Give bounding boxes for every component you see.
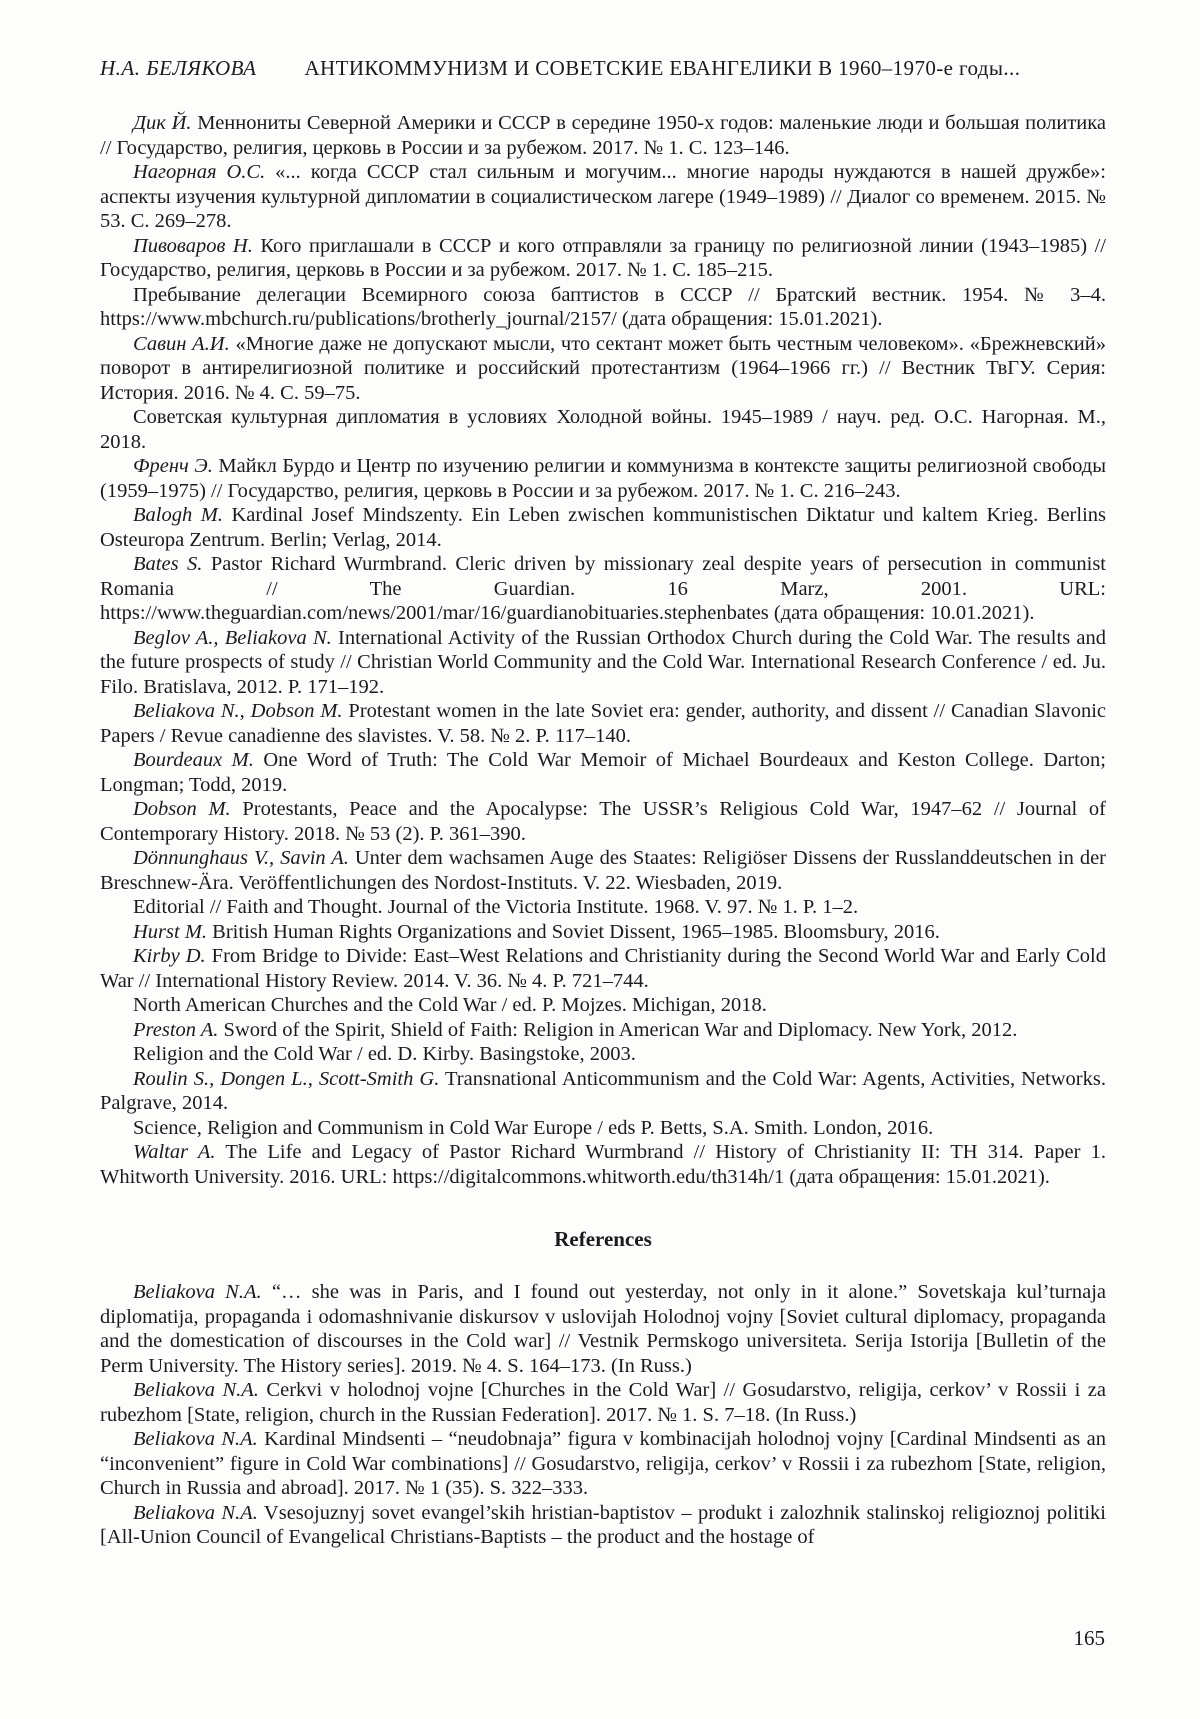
bibliography-entry: Science, Religion and Communism in Cold War Europe / eds P. Betts, S.A. Smith. London, 2016.: [133, 1116, 934, 1139]
entry-author: Пивоваров Н.: [133, 234, 253, 257]
running-header: [100, 56, 1106, 81]
bibliography-entry: Beliakova N., Dobson M. Protestant women in the late Soviet era: gender, authority, and dissent // Canadian Slavonic Papers / Revue canadienne des slavistes. V. 58. № 2. P. 117–140.: [100, 700, 1106, 747]
bibliography-list: [100, 111, 1106, 1189]
entry-author: Нагорная О.С.: [133, 161, 266, 183]
references-heading: References: [554, 1227, 652, 1251]
entry-author: Савин А.И.: [133, 332, 230, 355]
bibliography-entry: Kirby D. From Bridge to Divide: East–West Relations and Christianity during the Second World War and Early Cold War // International History Review. 2014. V. 36. № 4. P. 721–744.: [100, 945, 1106, 992]
entry-author: Beliakova N., Dobson M.: [133, 700, 343, 722]
bibliography-entry: Hurst M. British Human Rights Organizations and Soviet Dissent, 1965–1985. Bloomsbury, 2016.: [133, 920, 940, 943]
bibliography-entry: Preston A. Sword of the Spirit, Shield of Faith: Religion in American War and Diplomacy. New York, 2012.: [133, 1018, 1018, 1041]
bibliography-entry: Balogh M. Kardinal Josef Mindszenty. Ein Leben zwischen kommunistischen Diktatur und kaltem Krieg. Berlins Osteuropa Zentrum. Berlin; Verlag, 2014.: [100, 504, 1106, 551]
entry-author: Beglov A., Beliakova N.: [133, 626, 332, 649]
page-number: 165: [1073, 1626, 1105, 1650]
entry-author: Bourdeaux M.: [133, 749, 254, 771]
bibliography-entry: Пивоваров Н. Кого приглашали в СССР и кого отправляли за границу по религиозной линии (1943–1985) // Государство, религия, церковь в России и за рубежом. 2017. № 1. С. 185–215.: [100, 234, 1106, 281]
entry-author: Balogh M.: [133, 504, 223, 526]
bibliography-entry: Roulin S., Dongen L., Scott-Smith G. Transnational Anticommunism and the Cold War: Agents, Activities, Networks. Palgrave, 2014.: [100, 1067, 1106, 1114]
bibliography-entry: Beglov A., Beliakova N. International Activity of the Russian Orthodox Church during the Cold War. The results and the future prospects of study // Christian World Community and the Cold War. International Research Conference / ed. Ju. Filo. Bratislava, 2012. P. 171–192.: [100, 626, 1107, 698]
reference-entry: Beliakova N.A. Cerkvi v holodnoj vojne [Churches in the Cold War] // Gosudarstvo, religija, cerkov’ v Rossii i za rubezhom [State, religion, church in the Russian Federation]. 2017. № 1. S. 7–18. (In Russ.): [100, 1379, 1106, 1426]
entry-author: Preston A.: [133, 1018, 219, 1041]
bibliography-entry: Френч Э. Майкл Бурдо и Центр по изучению религии и коммунизма в контексте защиты религиозной свободы (1959–1975) // Государство, религия, церковь в России и за рубежом. 2017. № 1. С. 216–243.: [100, 455, 1106, 502]
entry-author: Дик Й.: [133, 112, 192, 134]
bibliography-entry: Dobson M. Protestants, Peace and the Apocalypse: The USSR’s Religious Cold War, 1947–62 // Journal of Contemporary History. 2018. № 53 (2). P. 361–390.: [100, 798, 1107, 845]
entry-author: Beliakova N.A.: [133, 1501, 258, 1524]
running-header-author: Н.А. БЕЛЯКОВА: [100, 56, 257, 80]
bibliography-entry: Савин А.И. «Многие даже не допускают мысли, что сектант может быть честным человеком». «Брежневский» поворот в антирелигиозной политике и российский протестантизм (1964–1966 гг.) // Вестник ТвГУ. Серия: История. 2016. № 4. С. 59–75.: [100, 332, 1106, 404]
running-header-title: АНТИКОММУНИЗМ И СОВЕТСКИЕ ЕВАНГЕЛИКИ В 1960–1970-е годы...: [304, 56, 1021, 80]
page-content: [100, 56, 1106, 1550]
bibliography-entry: Dönnunghaus V., Savin A. Unter dem wachsamen Auge des Staates: Religiöser Dissens der Russlanddeutschen in der Breschnew-Ära. Veröffentlichungen des Nordost-Instituts. V. 22. Wiesbaden, 2019.: [100, 847, 1106, 894]
entry-author: Beliakova N.A.: [133, 1281, 262, 1303]
bibliography-entry: Waltar A. The Life and Legacy of Pastor Richard Wurmbrand // History of Christianity II: TH 314. Paper 1. Whitworth University. 2016. URL: https://digitalcommons.whitworth.edu/th314h/1 (дата обращения: 15.01.2021).: [100, 1141, 1107, 1188]
entry-author: Френч Э.: [133, 455, 213, 477]
bibliography-entry: Нагорная О.С. «... когда СССР стал сильным и могучим... многие народы нуждаются в нашей дружбе»: аспекты изучения культурной дипломатии в социалистическом лагере (1949–1989) // Диалог со временем. 2015. № 53. С. 269–278.: [100, 161, 1106, 232]
bibliography-entry: Bates S. Pastor Richard Wurmbrand. Cleric driven by missionary zeal despite years of persecution in communist Romania // The Guardian. 16 Marz, 2001. URL: https://www.theguardian.com/news/2001/mar/16/guardianobituaries.stephenbates (дата обращения: 10.01.2021).: [100, 553, 1106, 624]
reference-entry: Beliakova N.A. “… she was in Paris, and I found out yesterday, not only in it alone.” Sovetskaja kul’turnaja diplomatija, propaganda i odomashnivanie diskursov v uslovijah Holodnoj vojny [Soviet cultural diplomacy, propaganda and the domestication of discourses in the Cold war] // Vestnik Permskogo universiteta. Serija Istorija [Bulletin of the Perm University. The History series]. 2019. № 4. S. 164–173. (In Russ.): [100, 1281, 1106, 1377]
bibliography-entry: Пребывание делегации Всемирного союза баптистов в СССР // Братский вестник. 1954. № 3–4. https://www.mbchurch.ru/publications/brotherly_journal/2157/ (дата обращения: 15.01.2021).: [100, 283, 1106, 330]
entry-author: Hurst M.: [133, 920, 208, 943]
bibliography-entry: Дик Й. Меннониты Северной Америки и СССР в середине 1950-х годов: маленькие люди и большая политика // Государство, религия, церковь в России и за рубежом. 2017. № 1. С. 123–146.: [100, 112, 1107, 159]
bibliography-entry: Bourdeaux M. One Word of Truth: The Cold War Memoir of Michael Bourdeaux and Keston College. Darton; Longman; Todd, 2019.: [100, 749, 1106, 796]
reference-entry: Beliakova N.A. Kardinal Mindsenti – “neudobnaja” figura v kombinacijah holodnoj vojny [Cardinal Mindsenti as an “inconvenient” figure in Cold War combinations] // Gosudarstvo, religija, cerkov’ v Rossii i za rubezhom [State, religion, Church in Russia and abroad]. 2017. № 1 (35). S. 322–333.: [100, 1428, 1106, 1499]
reference-entry: Beliakova N.A. Vsesojuznyj sovet evangel’skih hristian-baptistov – produkt i zalozhnik stalinskoj religioznoj politiki [All-Union Council of Evangelical Christians-Baptists – the product and the hostage of: [100, 1501, 1106, 1548]
entry-author: Roulin S., Dongen L., Scott-Smith G.: [133, 1067, 440, 1090]
bibliography-entry: Editorial // Faith and Thought. Journal of the Victoria Institute. 1968. V. 97. № 1. P. 1–2.: [133, 896, 859, 918]
bibliography-entry: Советская культурная дипломатия в условиях Холодной войны. 1945–1989 / науч. ред. О.С. Нагорная. М., 2018.: [100, 406, 1106, 453]
bibliography-entry: Religion and the Cold War / ed. D. Kirby. Basingstoke, 2003.: [133, 1043, 636, 1065]
bibliography-entry: North American Churches and the Cold War / ed. P. Mojzes. Michigan, 2018.: [133, 994, 767, 1016]
entry-author: Beliakova N.A.: [133, 1428, 258, 1450]
entry-author: Kirby D.: [133, 945, 206, 967]
entry-author: Bates S.: [133, 553, 203, 575]
entry-author: Beliakova N.A.: [133, 1379, 259, 1401]
references-list: [100, 1280, 1106, 1550]
entry-author: Dönnunghaus V., Savin A.: [133, 847, 349, 869]
entry-author: Waltar A.: [133, 1141, 216, 1163]
entry-author: Dobson M.: [133, 798, 231, 820]
